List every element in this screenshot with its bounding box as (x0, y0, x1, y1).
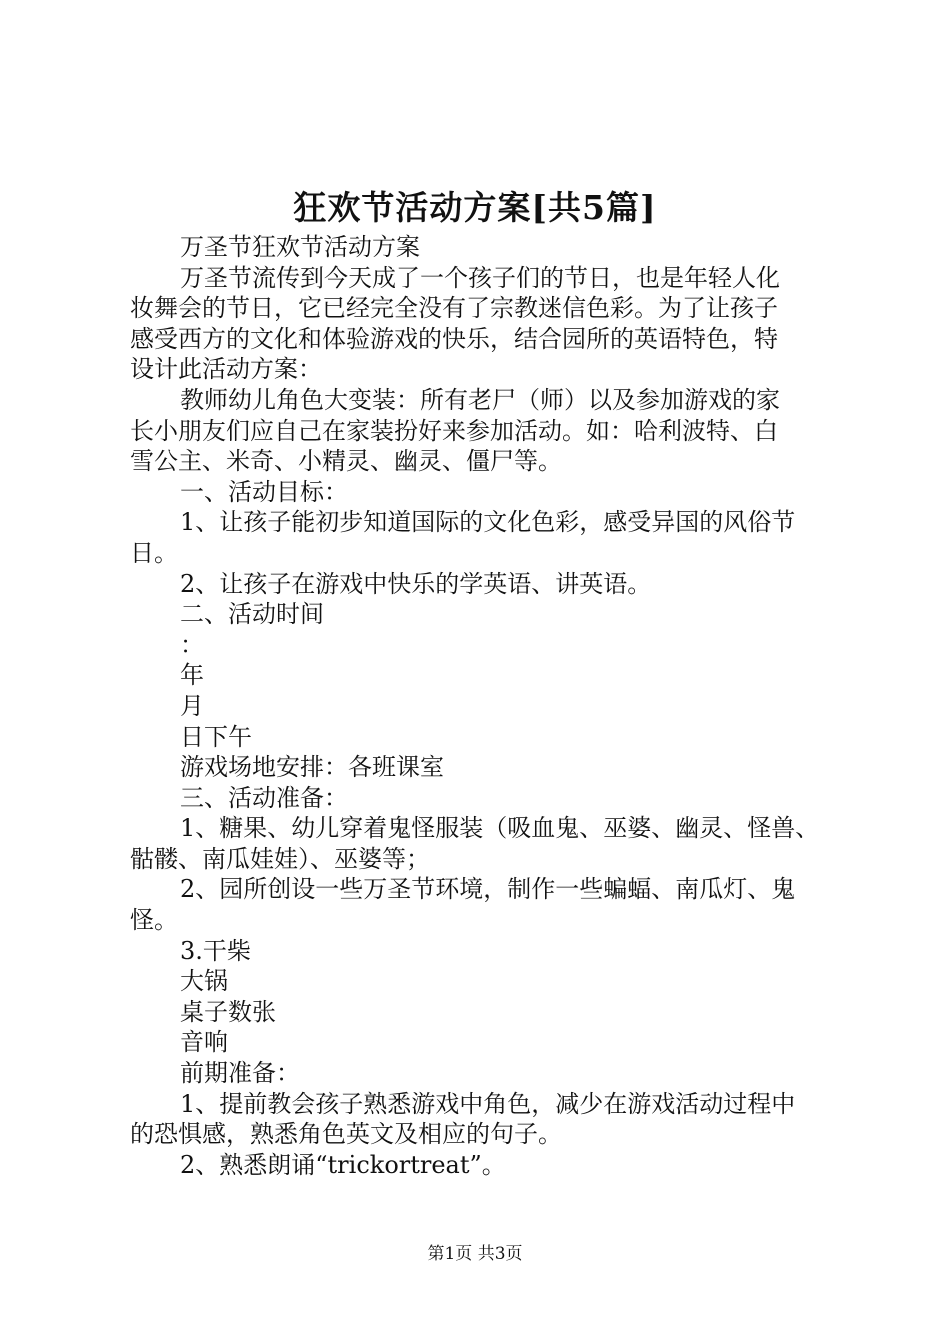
paragraph-line: ： (180, 630, 204, 659)
paragraph-line: 感受西方的文化和体验游戏的快乐，结合园所的英语特色，特 (130, 324, 778, 353)
list-item-continuation: 日。 (130, 538, 178, 567)
paragraph-line: 长小朋友们应自己在家装扮好来参加活动。如：哈利波特、白 (130, 416, 778, 445)
list-item: 1、糖果、幼儿穿着鬼怪服装（吸血鬼、巫婆、幽灵、怪兽、 (180, 814, 820, 843)
section-heading: 万圣节狂欢节活动方案 (180, 233, 420, 261)
section-heading: 前期准备： (180, 1059, 300, 1088)
paragraph-line: 月 (180, 691, 204, 720)
list-item: 1、提前教会孩子熟悉游戏中角色，减少在游戏活动过程中 (180, 1089, 796, 1118)
section-heading: 二、活动时间 (180, 600, 324, 629)
paragraph-line: 年 (180, 661, 204, 690)
list-item: 2、园所创设一些万圣节环境，制作一些蝙蝠、南瓜灯、鬼 (180, 875, 796, 904)
list-item-continuation: 骷髅、南瓜娃娃）、巫婆等； (130, 844, 430, 873)
page-footer: 第1页 共3页 (427, 1244, 523, 1264)
paragraph-line: 妆舞会的节日，它已经完全没有了宗教迷信色彩。为了让孩子 (130, 294, 778, 323)
list-item: 2、让孩子在游戏中快乐的学英语、讲英语。 (180, 569, 652, 598)
section-heading: 一、活动目标： (180, 477, 348, 506)
document-title: 狂欢节活动方案[共5篇] (293, 188, 657, 227)
list-item: 2、熟悉朗诵“trickortreat”。 (180, 1150, 506, 1179)
paragraph-line: 日下午 (180, 722, 252, 751)
list-item-continuation: 怪。 (130, 906, 178, 935)
section-heading: 三、活动准备： (180, 783, 348, 812)
paragraph-line: 雪公主、米奇、小精灵、幽灵、僵尸等。 (130, 447, 562, 476)
list-item: 桌子数张 (180, 997, 276, 1026)
paragraph-line: 设计此活动方案： (130, 355, 322, 384)
list-item: 大锅 (180, 967, 228, 996)
list-item-continuation: 的恐惧感，熟悉角色英文及相应的句子。 (130, 1120, 562, 1149)
paragraph-line: 游戏场地安排：各班课室 (180, 753, 444, 782)
paragraph-line: 教师幼儿角色大变装：所有老尸（师）以及参加游戏的家 (180, 385, 780, 414)
document-body (130, 232, 850, 1180)
paragraph-line: 万圣节流传到今天成了一个孩子们的节日，也是年轻人化 (180, 263, 780, 292)
list-item: 3.干柴 (180, 936, 251, 965)
list-item: 音响 (180, 1028, 228, 1057)
list-item: 1、让孩子能初步知道国际的文化色彩，感受异国的风俗节 (180, 508, 796, 537)
